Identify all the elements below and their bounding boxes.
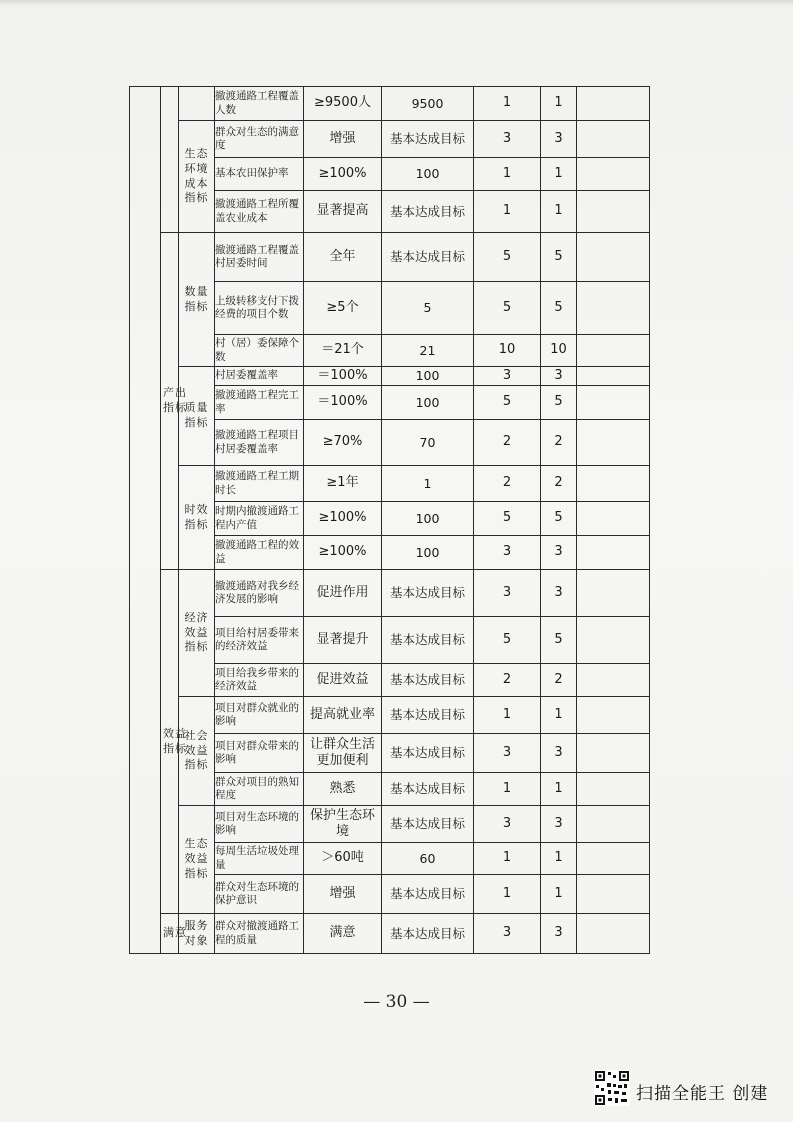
remark-cell: [577, 87, 650, 121]
weight-cell: 2: [474, 466, 541, 502]
level2-indicator-cell: [161, 87, 179, 233]
actual-value-cell: 基本达成目标: [382, 664, 474, 697]
weight-cell: 3: [474, 806, 541, 843]
indicator-name-cell: 项目对群众带来的影响: [215, 734, 304, 773]
weight-cell: 3: [474, 570, 541, 617]
remark-cell: [577, 158, 650, 191]
indicator-name-cell: 撤渡通路工程覆盖村居委时间: [215, 233, 304, 282]
indicator-name-cell: 撤渡通路对我乡经济发展的影响: [215, 570, 304, 617]
level1-indicator-cell: [130, 87, 161, 954]
target-value-cell: ≥100%: [304, 158, 382, 191]
remark-cell: [577, 875, 650, 914]
remark-cell: [577, 806, 650, 843]
table-row: [130, 806, 650, 843]
actual-value-cell: 5: [382, 282, 474, 335]
actual-value-cell: 100: [382, 536, 474, 570]
level3-indicator-cell: [179, 914, 215, 954]
target-value-cell: ≥9500人: [304, 87, 382, 121]
score-cell: 5: [541, 617, 577, 664]
score-cell: 10: [541, 335, 577, 367]
page-number: — 30 —: [363, 992, 430, 1012]
indicator-name-cell: 群众对项目的熟知程度: [215, 773, 304, 806]
indicator-name-cell: 上级转移支付下拨经费的项目个数: [215, 282, 304, 335]
level3-indicator-cell: [179, 466, 215, 570]
actual-value-cell: 1: [382, 466, 474, 502]
actual-value-cell: 基本达成目标: [382, 914, 474, 954]
score-cell: 1: [541, 697, 577, 734]
actual-value-cell: 100: [382, 386, 474, 420]
weight-cell: 3: [474, 536, 541, 570]
actual-value-cell: 基本达成目标: [382, 697, 474, 734]
remark-cell: [577, 536, 650, 570]
level3-indicator-cell: [179, 367, 215, 466]
level3-indicator-label: 时效指标: [184, 502, 209, 531]
weight-cell: 5: [474, 386, 541, 420]
level2-indicator-label: 产出指标: [163, 386, 187, 414]
actual-value-cell: 9500: [382, 87, 474, 121]
score-cell: 3: [541, 536, 577, 570]
weight-cell: 1: [474, 191, 541, 233]
weight-cell: 5: [474, 617, 541, 664]
indicator-name-cell: 群众对生态的满意度: [215, 121, 304, 158]
weight-cell: 3: [474, 367, 541, 386]
level3-indicator-cell: [179, 806, 215, 914]
weight-cell: 1: [474, 158, 541, 191]
actual-value-cell: 基本达成目标: [382, 875, 474, 914]
score-cell: 1: [541, 773, 577, 806]
target-value-cell: ＝100%: [304, 367, 382, 386]
weight-cell: 1: [474, 843, 541, 875]
weight-cell: 2: [474, 664, 541, 697]
remark-cell: [577, 697, 650, 734]
table-row: [130, 697, 650, 734]
target-value-cell: ≥100%: [304, 536, 382, 570]
level3-indicator-label: 服务对象: [184, 918, 209, 947]
level3-indicator-label: 社会效益指标: [184, 728, 209, 772]
actual-value-cell: 100: [382, 367, 474, 386]
actual-value-cell: 60: [382, 843, 474, 875]
target-value-cell: 显著提高: [304, 191, 382, 233]
actual-value-cell: 基本达成目标: [382, 233, 474, 282]
target-value-cell: ＞60吨: [304, 843, 382, 875]
remark-cell: [577, 843, 650, 875]
target-value-cell: ≥70%: [304, 420, 382, 466]
actual-value-cell: 100: [382, 158, 474, 191]
performance-indicator-table: [129, 86, 650, 954]
weight-cell: 3: [474, 121, 541, 158]
score-cell: 3: [541, 121, 577, 158]
actual-value-cell: 基本达成目标: [382, 191, 474, 233]
remark-cell: [577, 367, 650, 386]
target-value-cell: ＝21个: [304, 335, 382, 367]
remark-cell: [577, 664, 650, 697]
level2-indicator-cell: [161, 570, 187, 914]
indicator-name-cell: 项目对生态环境的影响: [215, 806, 304, 843]
target-value-cell: 显著提升: [304, 617, 382, 664]
level2-indicator-label: 效益指标: [163, 726, 187, 755]
weight-cell: 3: [474, 734, 541, 773]
target-value-cell: 满意: [304, 914, 382, 954]
indicator-name-cell: 基本农田保护率: [215, 158, 304, 191]
table-row: [130, 914, 650, 954]
indicator-name-cell: 项目给村居委带来的经济效益: [215, 617, 304, 664]
target-value-cell: 全年: [304, 233, 382, 282]
target-value-cell: 增强: [304, 121, 382, 158]
target-value-cell: 让群众生活更加便利: [304, 734, 382, 773]
score-cell: 3: [541, 570, 577, 617]
level2-indicator-cell: [161, 914, 187, 954]
score-cell: 2: [541, 664, 577, 697]
level3-indicator-label: 经济效益指标: [184, 610, 209, 654]
indicator-name-cell: 每周生活垃圾处理量: [215, 843, 304, 875]
score-cell: 1: [541, 87, 577, 121]
target-value-cell: 提高就业率: [304, 697, 382, 734]
level3-indicator-label: 生态环境成本指标: [184, 146, 209, 205]
score-cell: 1: [541, 843, 577, 875]
actual-value-cell: 21: [382, 335, 474, 367]
watermark-text: 扫描全能王 创建: [636, 1084, 769, 1104]
actual-value-cell: 基本达成目标: [382, 734, 474, 773]
indicator-name-cell: 项目给我乡带来的经济效益: [215, 664, 304, 697]
remark-cell: [577, 617, 650, 664]
remark-cell: [577, 233, 650, 282]
remark-cell: [577, 466, 650, 502]
level2-indicator-label: 满意: [163, 926, 187, 940]
weight-cell: 1: [474, 697, 541, 734]
indicator-name-cell: 项目对群众就业的影响: [215, 697, 304, 734]
table-row: [130, 367, 650, 386]
indicator-name-cell: 村（居）委保障个数: [215, 335, 304, 367]
weight-cell: 5: [474, 233, 541, 282]
target-value-cell: ≥1年: [304, 466, 382, 502]
actual-value-cell: 基本达成目标: [382, 773, 474, 806]
indicator-name-cell: 撤渡通路工程项目村居委覆盖率: [215, 420, 304, 466]
weight-cell: 10: [474, 335, 541, 367]
table-row: [130, 570, 650, 617]
level3-indicator-cell: [179, 87, 215, 121]
remark-cell: [577, 570, 650, 617]
scanner-watermark: [594, 1070, 784, 1110]
level3-indicator-cell: [179, 570, 215, 697]
weight-cell: 3: [474, 914, 541, 954]
target-value-cell: 增强: [304, 875, 382, 914]
actual-value-cell: 基本达成目标: [382, 806, 474, 843]
weight-cell: 2: [474, 420, 541, 466]
score-cell: 3: [541, 806, 577, 843]
score-cell: 3: [541, 734, 577, 773]
actual-value-cell: 70: [382, 420, 474, 466]
indicator-name-cell: 撤渡通路工程覆盖人数: [215, 87, 304, 121]
level2-indicator-cell: [161, 233, 187, 570]
actual-value-cell: 基本达成目标: [382, 121, 474, 158]
score-cell: 1: [541, 191, 577, 233]
score-cell: 2: [541, 420, 577, 466]
indicator-name-cell: 撤渡通路工程工期时长: [215, 466, 304, 502]
level3-indicator-cell: [179, 697, 215, 806]
qr-code-icon: [594, 1070, 630, 1106]
scan-edge: [0, 0, 793, 6]
level3-indicator-label: 数量指标: [184, 284, 209, 313]
target-value-cell: 促进效益: [304, 664, 382, 697]
score-cell: 5: [541, 386, 577, 420]
score-cell: 3: [541, 367, 577, 386]
level3-indicator-cell: [179, 233, 215, 367]
indicator-name-cell: 村居委覆盖率: [215, 367, 304, 386]
indicator-name-cell: 群众对生态环境的保护意识: [215, 875, 304, 914]
level3-indicator-label: 生态效益指标: [184, 837, 209, 880]
target-value-cell: ＝100%: [304, 386, 382, 420]
table-row: [130, 87, 650, 121]
weight-cell: 1: [474, 773, 541, 806]
target-value-cell: ≥100%: [304, 502, 382, 536]
remark-cell: [577, 914, 650, 954]
target-value-cell: ≥5个: [304, 282, 382, 335]
actual-value-cell: 100: [382, 502, 474, 536]
score-cell: 5: [541, 233, 577, 282]
remark-cell: [577, 335, 650, 367]
table-row: [130, 233, 650, 282]
target-value-cell: 促进作用: [304, 570, 382, 617]
indicator-name-cell: 撤渡通路工程所覆盖农业成本: [215, 191, 304, 233]
indicator-name-cell: 撤渡通路工程的效益: [215, 536, 304, 570]
score-cell: 5: [541, 282, 577, 335]
score-cell: 1: [541, 875, 577, 914]
weight-cell: 1: [474, 875, 541, 914]
target-value-cell: 保护生态环境: [304, 806, 382, 843]
remark-cell: [577, 191, 650, 233]
level3-indicator-label: 质量指标: [184, 401, 209, 429]
score-cell: 3: [541, 914, 577, 954]
remark-cell: [577, 502, 650, 536]
remark-cell: [577, 773, 650, 806]
remark-cell: [577, 734, 650, 773]
indicator-name-cell: 时期内撤渡通路工程内产值: [215, 502, 304, 536]
score-cell: 5: [541, 502, 577, 536]
remark-cell: [577, 121, 650, 158]
score-cell: 2: [541, 466, 577, 502]
weight-cell: 5: [474, 282, 541, 335]
remark-cell: [577, 386, 650, 420]
score-cell: 1: [541, 158, 577, 191]
remark-cell: [577, 282, 650, 335]
table-row: [130, 466, 650, 502]
indicator-name-cell: 群众对撤渡通路工程的质量: [215, 914, 304, 954]
target-value-cell: 熟悉: [304, 773, 382, 806]
actual-value-cell: 基本达成目标: [382, 617, 474, 664]
indicator-name-cell: 撤渡通路工程完工率: [215, 386, 304, 420]
table-row: [130, 121, 650, 158]
weight-cell: 1: [474, 87, 541, 121]
remark-cell: [577, 420, 650, 466]
level3-indicator-cell: [179, 121, 215, 233]
actual-value-cell: 基本达成目标: [382, 570, 474, 617]
weight-cell: 5: [474, 502, 541, 536]
